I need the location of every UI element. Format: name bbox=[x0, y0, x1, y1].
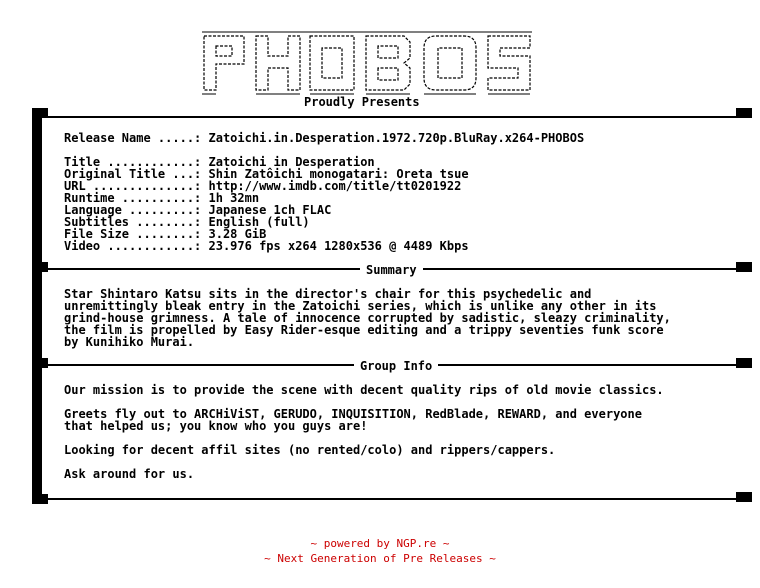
info-url: URL ..............: http://www.imdb.com/title/tt0201922 bbox=[64, 179, 462, 193]
summary-text bbox=[64, 288, 671, 348]
frame-corner-bottom-right bbox=[736, 492, 752, 502]
summary-divider-right-cap bbox=[736, 262, 752, 272]
info-video: Video ............: 23.976 fps x264 1280x536 @ 4489 Kbps bbox=[64, 239, 469, 253]
info-language: Language .........: Japanese 1ch FLAC bbox=[64, 203, 332, 217]
summary-line: grind-house grimness. A tale of innocence corrupted by sadistic, sleazy criminality, bbox=[64, 311, 671, 325]
release-name: Release Name .....: Zatoichi.in.Desperation.1972.720p.BluRay.x264-PHOBOS bbox=[64, 131, 585, 145]
info-runtime: Runtime ..........: 1h 32mn bbox=[64, 191, 260, 205]
group-info-line: Our mission is to provide the scene with decent quality rips of old movie classics. bbox=[64, 383, 664, 397]
phobos-logo bbox=[196, 28, 536, 98]
frame-top-border bbox=[32, 116, 752, 118]
group-info-line: Ask around for us. bbox=[64, 467, 195, 481]
summary-line: Star Shintaro Katsu sits in the director's chair for this psychedelic and bbox=[64, 287, 592, 301]
proudly-presents: Proudly Presents bbox=[304, 95, 420, 109]
info-original-title: Original Title ...: Shin Zatôichi monogatari: Oreta tsue bbox=[64, 167, 469, 181]
group-info-line: Greets fly out to ARCHiViST, GERUDO, INQUISITION, RedBlade, REWARD, and everyone bbox=[64, 407, 642, 421]
group-divider-left-cap bbox=[32, 358, 48, 368]
info-subtitles: Subtitles ........: English (full) bbox=[64, 215, 310, 229]
footer-powered-by: ~ powered by NGP.re ~ bbox=[310, 537, 450, 550]
summary-line: by Kunihiko Murai. bbox=[64, 335, 195, 349]
group-info-line: Looking for decent affil sites (no rented/colo) and rippers/cappers. bbox=[64, 443, 556, 457]
group-info-line: that helped us; you know who you guys are! bbox=[64, 419, 368, 433]
info-file-size: File Size ........: 3.28 GiB bbox=[64, 227, 267, 241]
group-divider-right-cap bbox=[736, 358, 752, 368]
group-info-heading: Group Info bbox=[354, 360, 438, 372]
frame-left-border bbox=[32, 108, 42, 504]
info-title: Title ............: Zatoichi in Desperation bbox=[64, 155, 375, 169]
footer-tagline: ~ Next Generation of Pre Releases ~ bbox=[264, 552, 496, 565]
group-info-text bbox=[64, 384, 664, 480]
summary-line: unremittingly bleak entry in the Zatoichi series, which is unlike any other in its bbox=[64, 299, 657, 313]
summary-heading: Summary bbox=[360, 264, 423, 276]
release-info bbox=[64, 156, 469, 252]
summary-line: the film is propelled by Easy Rider-esque editing and a trippy seventies funk score bbox=[64, 323, 664, 337]
frame-bottom-border bbox=[32, 498, 752, 500]
summary-divider-left-cap bbox=[32, 262, 48, 272]
